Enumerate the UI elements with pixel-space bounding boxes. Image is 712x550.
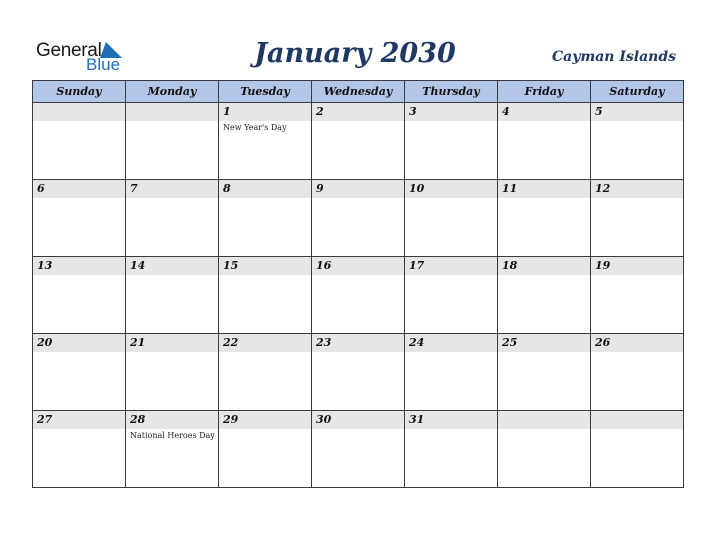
day-number-bar	[591, 180, 683, 198]
day-cell	[312, 103, 405, 180]
day-number: 3	[409, 105, 417, 118]
day-cell	[591, 103, 684, 180]
day-number-bar	[498, 103, 590, 121]
day-number: 11	[502, 182, 518, 195]
day-cell	[219, 180, 312, 257]
week-row	[33, 257, 684, 334]
day-number: 5	[595, 105, 603, 118]
weekday-friday: Friday	[498, 81, 591, 103]
day-number: 24	[409, 336, 425, 349]
day-number: 19	[595, 259, 611, 272]
day-number-bar	[405, 334, 497, 352]
day-cell	[126, 103, 219, 180]
day-number: 29	[223, 413, 239, 426]
logo-general-text: General	[36, 40, 102, 61]
holiday-label: National Heroes Day	[130, 431, 215, 440]
day-cell	[591, 180, 684, 257]
day-number: 10	[409, 182, 425, 195]
day-number: 13	[37, 259, 53, 272]
day-cell	[591, 334, 684, 411]
calendar-grid	[32, 80, 684, 488]
calendar-title: January 2030	[254, 38, 456, 69]
day-cell	[591, 257, 684, 334]
day-cell	[405, 257, 498, 334]
day-number-bar	[126, 334, 218, 352]
day-number-bar	[591, 257, 683, 275]
day-number-bar	[33, 103, 125, 121]
day-cell	[126, 334, 219, 411]
day-number-bar	[498, 257, 590, 275]
day-cell	[312, 257, 405, 334]
day-cell	[33, 257, 126, 334]
day-cell	[33, 103, 126, 180]
day-number: 21	[130, 336, 146, 349]
day-number: 28	[130, 413, 146, 426]
day-cell	[405, 103, 498, 180]
day-number: 14	[130, 259, 146, 272]
day-number: 6	[37, 182, 45, 195]
week-row	[33, 180, 684, 257]
day-number-bar	[498, 411, 590, 429]
day-number-bar	[498, 180, 590, 198]
day-cell	[219, 411, 312, 488]
day-cell	[591, 411, 684, 488]
day-number-bar	[126, 257, 218, 275]
day-number-bar	[219, 103, 311, 121]
day-cell	[498, 411, 591, 488]
day-number: 18	[502, 259, 518, 272]
day-cell	[312, 180, 405, 257]
day-cell	[126, 411, 219, 488]
day-number: 12	[595, 182, 611, 195]
day-number-bar	[405, 103, 497, 121]
weekday-sunday: Sunday	[33, 81, 126, 103]
day-number: 7	[130, 182, 138, 195]
day-number: 15	[223, 259, 239, 272]
day-number: 20	[37, 336, 53, 349]
day-number-bar	[405, 411, 497, 429]
weekday-monday: Monday	[126, 81, 219, 103]
day-number-bar	[219, 334, 311, 352]
day-number-bar	[33, 180, 125, 198]
logo	[36, 40, 136, 74]
day-number-bar	[312, 180, 404, 198]
day-number-bar	[405, 257, 497, 275]
day-cell	[312, 411, 405, 488]
day-number-bar	[591, 334, 683, 352]
day-cell	[405, 411, 498, 488]
week-row	[33, 103, 684, 180]
day-number: 2	[316, 105, 324, 118]
day-number: 27	[37, 413, 53, 426]
weekday-header-row	[33, 81, 684, 103]
day-cell	[33, 180, 126, 257]
day-number-bar	[126, 411, 218, 429]
day-number-bar	[591, 103, 683, 121]
country-name: Cayman Islands	[552, 49, 676, 65]
day-number: 30	[316, 413, 332, 426]
day-cell	[219, 257, 312, 334]
day-number: 31	[409, 413, 425, 426]
day-number-bar	[219, 411, 311, 429]
day-number: 4	[502, 105, 510, 118]
day-cell	[405, 180, 498, 257]
day-cell	[405, 334, 498, 411]
day-number-bar	[219, 257, 311, 275]
day-number-bar	[312, 257, 404, 275]
day-number-bar	[219, 180, 311, 198]
day-cell	[219, 103, 312, 180]
day-number-bar	[33, 257, 125, 275]
day-cell	[33, 411, 126, 488]
day-cell	[498, 180, 591, 257]
day-number: 8	[223, 182, 231, 195]
day-number-bar	[405, 180, 497, 198]
weekday-tuesday: Tuesday	[219, 81, 312, 103]
day-number: 16	[316, 259, 332, 272]
day-number-bar	[498, 334, 590, 352]
day-cell	[498, 334, 591, 411]
day-number: 23	[316, 336, 332, 349]
day-cell	[498, 103, 591, 180]
day-number-bar	[126, 180, 218, 198]
day-number: 25	[502, 336, 518, 349]
weekday-thursday: Thursday	[405, 81, 498, 103]
day-number: 22	[223, 336, 239, 349]
day-number-bar	[126, 103, 218, 121]
day-number: 1	[223, 105, 231, 118]
day-number-bar	[591, 411, 683, 429]
day-cell	[126, 257, 219, 334]
day-cell	[498, 257, 591, 334]
weekday-wednesday: Wednesday	[312, 81, 405, 103]
holiday-label: New Year's Day	[223, 123, 287, 132]
weekday-saturday: Saturday	[591, 81, 684, 103]
day-number: 17	[409, 259, 425, 272]
day-number-bar	[312, 411, 404, 429]
day-number-bar	[33, 334, 125, 352]
day-number: 26	[595, 336, 611, 349]
day-cell	[33, 334, 126, 411]
week-row	[33, 334, 684, 411]
day-cell	[126, 180, 219, 257]
day-cell	[219, 334, 312, 411]
day-number-bar	[312, 103, 404, 121]
day-cell	[312, 334, 405, 411]
day-number: 9	[316, 182, 324, 195]
day-number-bar	[312, 334, 404, 352]
day-number-bar	[33, 411, 125, 429]
logo-blue-text: Blue	[86, 55, 121, 74]
week-row	[33, 411, 684, 488]
